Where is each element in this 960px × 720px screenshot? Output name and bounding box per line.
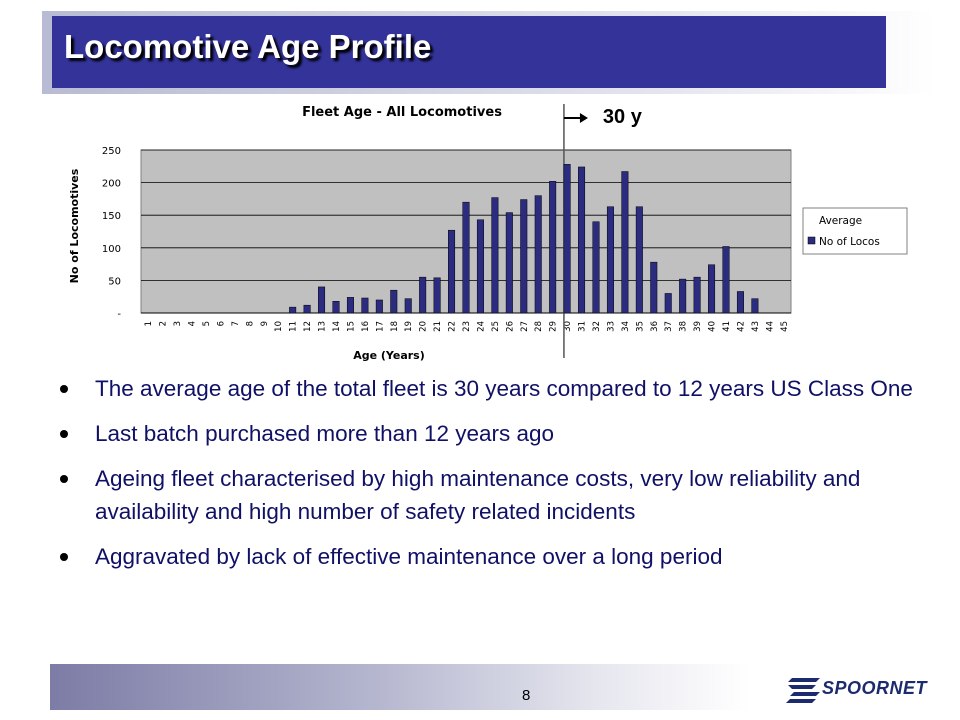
legend-entry-average: Average	[819, 215, 863, 227]
bullet-text: The average age of the total fleet is 30 years compared to 12 years US Class One	[95, 376, 913, 401]
x-tick-label: 44	[765, 321, 776, 332]
bar	[737, 291, 744, 313]
bullet-dot-icon	[60, 553, 68, 561]
x-tick-label: 4	[187, 321, 198, 327]
x-tick-label: 21	[433, 321, 444, 332]
bar	[419, 277, 426, 313]
bar	[333, 301, 340, 313]
bar	[578, 167, 585, 313]
bullet-item	[60, 372, 930, 405]
bullet-dot-icon	[60, 385, 68, 393]
y-tick-label: 200	[101, 178, 121, 190]
x-tick-label: 31	[577, 321, 588, 332]
x-tick-label: 33	[606, 321, 617, 332]
y-tick-label: 150	[101, 211, 121, 223]
bullet-text: Aggravated by lack of effective maintenance over a long period	[95, 544, 723, 569]
bullet-item	[60, 462, 930, 528]
page-number: 8	[522, 687, 531, 704]
bar	[752, 299, 759, 313]
y-axis-label: No of Locomotives	[68, 168, 81, 284]
bullet-text: Last batch purchased more than 12 years ago	[95, 421, 555, 446]
spoornet-logo	[786, 672, 946, 706]
x-tick-label: 29	[548, 321, 559, 332]
bar	[347, 297, 354, 313]
bar	[723, 246, 730, 313]
x-tick-label: 41	[722, 321, 732, 332]
x-tick-label: 24	[476, 321, 487, 332]
x-tick-label: 45	[779, 321, 790, 332]
arrow-right-icon	[580, 113, 588, 123]
x-tick-label: 16	[360, 321, 371, 332]
bar	[391, 290, 398, 313]
x-tick-label: 11	[288, 321, 299, 332]
bullet-dot-icon	[60, 430, 68, 438]
bar	[651, 262, 658, 313]
x-tick-label: 42	[736, 321, 747, 332]
x-tick-label: 22	[447, 321, 458, 332]
x-tick-label: 30	[563, 321, 574, 332]
bullet-list	[60, 372, 930, 585]
x-tick-label: 36	[649, 321, 660, 332]
x-tick-label: 18	[389, 321, 400, 332]
x-tick-label: 23	[462, 321, 472, 332]
x-tick-label: 10	[274, 321, 285, 332]
footer-bar	[50, 664, 750, 710]
chart-title: Fleet Age - All Locomotives	[302, 105, 502, 120]
x-tick-label: 15	[346, 321, 357, 332]
bar	[304, 305, 311, 313]
bar	[362, 298, 369, 313]
x-tick-label: 7	[230, 321, 241, 327]
x-tick-label: 28	[534, 321, 545, 332]
x-tick-label: 27	[519, 321, 530, 332]
slide-title: Locomotive Age Profile	[64, 28, 432, 65]
x-tick-label: 20	[418, 321, 429, 332]
y-tick-label: 100	[101, 243, 121, 255]
bar	[376, 300, 383, 313]
bar	[405, 299, 412, 313]
x-tick-label: 9	[259, 321, 270, 327]
x-tick-label: 14	[332, 321, 342, 332]
average-marker-label: 30 y	[602, 106, 642, 128]
x-tick-label: 32	[592, 321, 602, 332]
bar	[477, 220, 484, 313]
logo-text: SPOORNET	[822, 678, 928, 698]
bar	[521, 200, 528, 313]
bar	[622, 172, 629, 313]
y-tick-label: 50	[108, 276, 121, 288]
x-tick-label: 43	[750, 321, 761, 332]
bar	[607, 207, 614, 313]
x-tick-label: 8	[245, 321, 256, 327]
bar	[318, 287, 325, 313]
x-tick-label: 13	[317, 321, 328, 332]
x-tick-label: 35	[635, 321, 646, 332]
x-tick-label: 26	[505, 321, 516, 332]
bar	[665, 293, 672, 313]
legend-entry-series: No of Locos	[819, 236, 880, 248]
bar	[535, 196, 542, 313]
bar	[708, 265, 715, 313]
bullet-text: Ageing fleet characterised by high maintenance costs, very low reliability and availability and high number of safety related incidents	[95, 466, 861, 524]
bar	[434, 278, 441, 313]
bar	[506, 213, 513, 313]
y-tick-label: -	[117, 309, 121, 320]
x-tick-label: 39	[693, 321, 704, 332]
bar	[593, 222, 600, 313]
x-tick-label: 40	[707, 321, 718, 332]
bar	[564, 164, 571, 313]
bar	[448, 230, 455, 313]
x-axis-label: Age (Years)	[353, 349, 425, 362]
x-tick-label: 12	[303, 321, 314, 332]
y-tick-label: 250	[101, 146, 121, 157]
x-tick-label: 34	[620, 321, 631, 332]
bar	[549, 181, 556, 313]
bullet-item	[60, 540, 930, 573]
legend-swatch	[808, 237, 815, 244]
x-tick-label: 19	[404, 321, 415, 332]
x-tick-label: 2	[158, 321, 169, 327]
x-tick-label: 38	[678, 321, 689, 332]
bar	[289, 307, 296, 313]
bar	[492, 198, 499, 313]
x-tick-label: 1	[144, 321, 155, 327]
x-tick-label: 17	[375, 321, 386, 332]
bar	[636, 207, 643, 313]
bullet-item	[60, 417, 930, 450]
x-tick-label: 3	[173, 321, 184, 327]
x-tick-label: 6	[216, 321, 227, 327]
bar	[694, 277, 701, 313]
x-tick-label: 37	[664, 321, 675, 332]
x-tick-label: 25	[490, 321, 501, 332]
bullet-dot-icon	[60, 475, 68, 483]
x-tick-label: 5	[202, 321, 212, 327]
bar	[463, 202, 470, 313]
bar	[679, 279, 686, 313]
logo-stripes-icon	[786, 672, 826, 706]
